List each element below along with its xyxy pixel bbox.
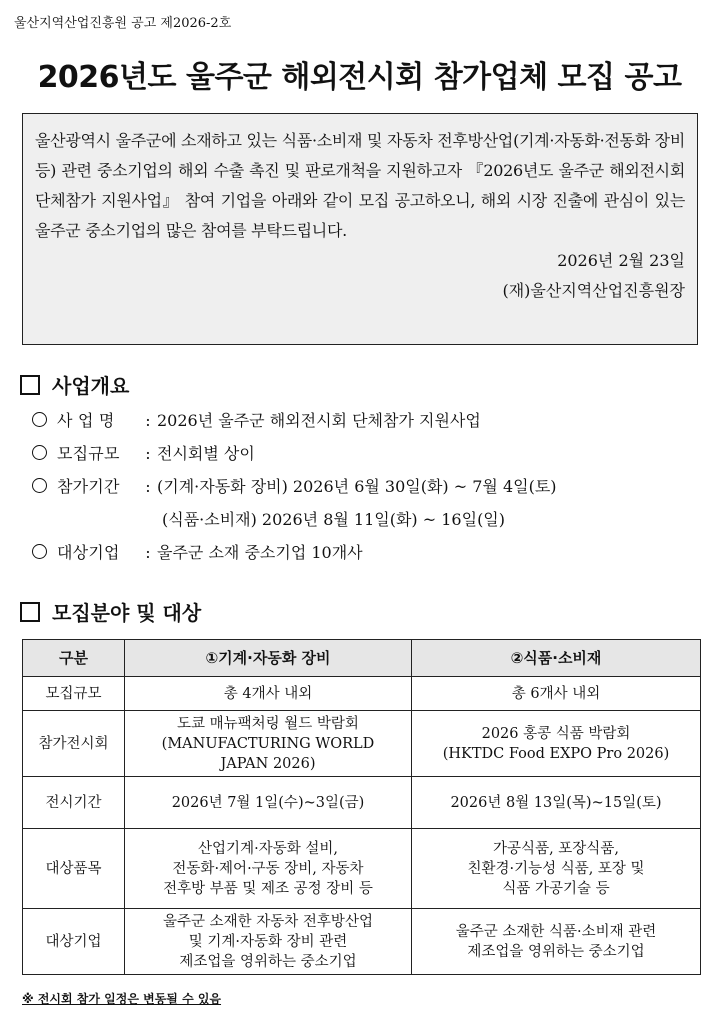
intro-text: 울산광역시 울주군에 소재하고 있는 식품·소비재 및 자동차 전후방산업(기계·자동화·전동화 장비 등) 관련 중소기업의 해외 수출 촉진 및 판로개척을 지원하고자 『2026년도 울주군 해외전시회 단체참가 지원사업』 참여 기업을 아래와 같이 모집 공고하오니, 해외 시장 진출에 관심이 있는 울주군 중소기업의 많은 참여를 부탁드립니다. [35,131,685,240]
table-cell [412,829,701,909]
section-heading-label: 사업개요 [52,374,130,398]
overview-label: 대상기업 [57,543,120,562]
row-label: 참가전시회 [23,711,125,777]
table-cell [125,677,412,711]
table-header: ②식품·소비재 [412,640,701,677]
cell-line: 친환경·기능성 식품, 포장 및 [467,860,645,877]
section-heading-overview [20,370,129,399]
cell-line: 2026년 7월 1일(수)~3일(금) [171,794,365,811]
intro-sender: (재)울산지역산업진흥원장 [502,281,685,300]
table-cell [125,829,412,909]
square-bullet-icon [20,375,40,395]
cell-line: 울주군 소재한 식품·소비재 관련 [455,923,657,940]
overview-value: 2026년 울주군 해외전시회 단체참가 지원사업 [157,411,481,430]
table-cell [125,711,412,777]
table-header: 구분 [23,640,125,677]
cell-line: JAPAN 2026) [220,755,316,772]
cell-line: 전동화·제어·구동 장비, 자동차 [172,860,364,877]
cell-line: 가공식품, 포장식품, [493,840,619,857]
row-label: 전시기간 [23,777,125,829]
colon: : [145,444,151,463]
table-cell [412,677,701,711]
section-heading-fields [20,597,201,626]
overview-label: 참가기간 [57,477,120,496]
table-row [23,909,701,975]
circle-bullet-icon [32,544,47,559]
table-cell [412,777,701,829]
row-label: 모집규모 [23,677,125,711]
overview-value: 전시회별 상이 [157,444,255,463]
intro-box [22,113,698,345]
colon: : [145,477,151,496]
circle-bullet-icon [32,412,47,427]
table-row [23,711,701,777]
overview-label: 모집규모 [57,444,120,463]
cell-line: 식품 가공기술 등 [502,880,610,897]
colon: : [145,411,151,430]
notice-number: 울산지역산업진흥원 공고 제2026-2호 [14,16,232,31]
table-row [23,777,701,829]
overview-label: 사 업 명 [57,411,115,430]
cell-line: 총 4개사 내외 [223,685,313,702]
cell-line: 제조업을 영위하는 중소기업 [179,953,357,970]
footnote: ※ 전시회 참가 일정은 변동될 수 있음 [22,992,222,1006]
table-cell [412,711,701,777]
table-cell [125,909,412,975]
table-row [23,829,701,909]
intro-date: 2026년 2월 23일 [557,251,685,270]
section-heading-label: 모집분야 및 대상 [52,601,202,625]
colon: : [145,543,151,562]
table-row [23,677,701,711]
overview-item-period-cont [32,503,712,536]
cell-line: 총 6개사 내외 [511,685,601,702]
row-label: 대상기업 [23,909,125,975]
row-label: 대상품목 [23,829,125,909]
cell-line: 울주군 소재한 자동차 전후방산업 [163,913,373,930]
table-cell [412,909,701,975]
cell-line: (HKTDC Food EXPO Pro 2026) [442,745,670,762]
cell-line: 산업기계·자동화 설비, [198,840,338,857]
table-header-row [23,640,701,677]
overview-item-scale [32,437,712,470]
overview-item-name [32,404,712,437]
table-header: ①기계·자동화 장비 [125,640,412,677]
cell-line: 및 기계·자동화 장비 관련 [188,933,348,950]
cell-line: 2026 홍콩 식품 박람회 [481,725,631,742]
recruit-table [22,639,701,975]
cell-line: (MANUFACTURING WORLD [161,735,375,752]
page-title: 2026년도 울주군 해외전시회 참가업체 모집 공고 [37,60,682,95]
cell-line: 2026년 8월 13일(목)~15일(토) [450,794,662,811]
cell-line: 도쿄 매뉴팩처링 월드 박람회 [177,715,359,732]
cell-line: 전후방 부품 및 제조 공정 장비 등 [163,880,373,897]
table-cell [125,777,412,829]
overview-value: (식품·소비재) 2026년 8월 11일(화) ~ 16일(일) [162,510,506,529]
circle-bullet-icon [32,478,47,493]
square-bullet-icon [20,602,40,622]
overview-item-target [32,536,712,569]
overview-list [32,404,712,569]
overview-item-period [32,470,712,503]
overview-value: (기계·자동화 장비) 2026년 6월 30일(화) ~ 7월 4일(토) [157,477,557,496]
circle-bullet-icon [32,445,47,460]
overview-value: 울주군 소재 중소기업 10개사 [157,543,363,562]
cell-line: 제조업을 영위하는 중소기업 [467,943,645,960]
